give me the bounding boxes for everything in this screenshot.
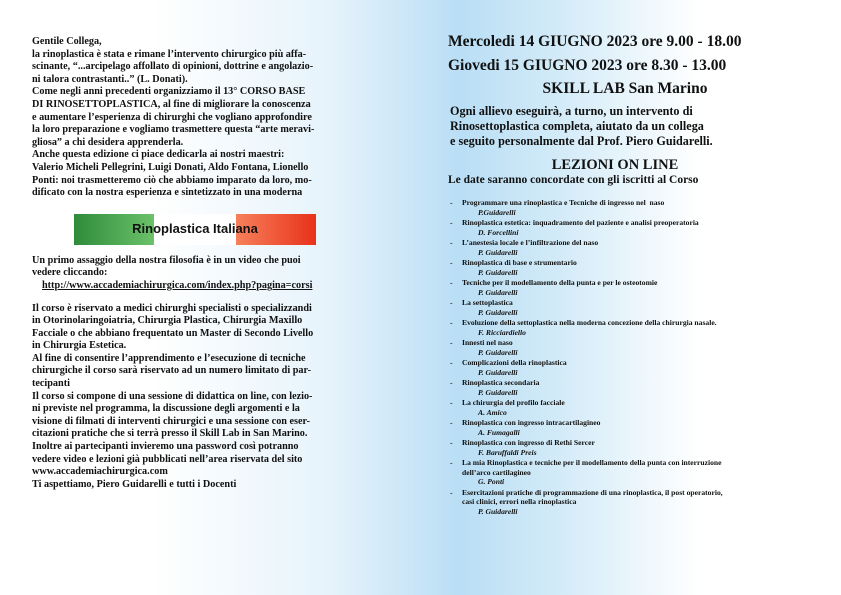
lesson-topic: Evoluzione della settoplastica nella moderna concezione della chirurgia nasale. (462, 318, 717, 327)
text-line: vedere video e lezioni già pubblicati nell’area riservata del sito (32, 453, 303, 465)
program-item (450, 218, 830, 237)
text-line: Rinosettoplastica completa, aiutato da un collega (450, 119, 704, 133)
venue-title: SKILL LAB San Marino (542, 80, 708, 97)
program-item (450, 338, 830, 357)
lesson-topic: La mia Rinoplastica e tecniche per il modellamento della punta con interruzione dell’arco cartilagineo (462, 458, 722, 477)
lesson-author: P. Guidarelli (478, 367, 518, 377)
lesson-author: A. Amico (478, 407, 507, 417)
program-item (450, 298, 830, 317)
program-item (450, 488, 830, 517)
text-line: vedere cliccando: (32, 267, 108, 279)
text-line: in Otorinolaringoiatria, Chirurgia Plastica, Chirurgia Maxillo (32, 315, 303, 327)
list-dash: - (450, 278, 453, 287)
lesson-topic: La chirurgia del profilo facciale (462, 398, 565, 407)
video-link[interactable]: http://www.accademiachirurgica.com/index.php?pagina=corsi (42, 279, 313, 291)
text-line: Un primo assaggio della nostra filosofia è in un video che puoi (32, 254, 301, 266)
text-line: Come negli anni precedenti organizziamo il 13° CORSO BASE (32, 86, 306, 98)
lesson-author: P. Guidarelli (478, 307, 518, 317)
lesson-topic: Complicazioni della rinoplastica (462, 358, 567, 367)
text-line: Al fine di consentire l’apprendimento e l’esecuzione di tecniche (32, 352, 306, 364)
lesson-topic: Rinoplastica con ingresso di Rethi Sercer (462, 438, 595, 447)
list-dash: - (450, 298, 453, 307)
lesson-author: A. Fumagalli (478, 427, 520, 437)
program-item (450, 238, 830, 257)
program-item (450, 278, 830, 297)
lesson-author: G. Ponti (478, 477, 505, 486)
date-day-2: Giovedi 15 GIUGNO 2023 ore 8.30 - 13.00 (448, 57, 727, 74)
lesson-topic: Innesti nel naso (462, 338, 513, 347)
lesson-author: P. Guidarelli (478, 267, 518, 277)
course-paragraph (32, 86, 365, 149)
lesson-topic: Programmare una rinoplastica e Tecniche di ingresso nel naso (462, 198, 665, 207)
practical-intro (450, 104, 780, 149)
lessons-subtitle: Le date saranno concordate con gli iscritti al Corso (448, 174, 699, 186)
lesson-topic: Esercitazioni pratiche di programmazione di una rinoplastica, il post operatorio, casi clinici, errori nella rinoplastica (462, 487, 723, 506)
text-line: tecipanti (32, 378, 70, 390)
video-paragraph (32, 255, 365, 293)
list-dash: - (450, 258, 453, 267)
text-line: gliosa” a chi desidera apprenderla. (32, 136, 184, 148)
text-line: scinante, “...arcipelago affollato di opinioni, dottrine e angolazio- (32, 61, 314, 73)
text-line: Facciale o che abbiano frequentato un Master di Secondo Livello (32, 327, 314, 339)
list-dash: - (450, 358, 453, 367)
text-line: Il corso è riservato a medici chirurghi specialisti o specializzandi (32, 302, 312, 314)
list-dash: - (450, 218, 453, 227)
program-item (450, 458, 830, 487)
lesson-author: P. Guidarelli (478, 347, 518, 357)
text-line: e seguito personalmente dal Prof. Piero Guidarelli. (450, 134, 713, 148)
text-line: ni talora contrastanti..” (L. Donati). (32, 73, 188, 85)
list-dash: - (450, 487, 453, 497)
intro-paragraph (32, 49, 365, 87)
italian-flag-banner (74, 214, 316, 245)
lesson-topic: Rinoplastica di base e strumentario (462, 258, 577, 267)
text-line: DI RINOSETTOPLASTICA, al fine di migliorare la conoscenza (32, 98, 311, 110)
program-item (450, 258, 830, 277)
lesson-author: P. Guidarelli (478, 247, 518, 257)
text-line: Anche questa edizione ci piace dedicarla ai nostri maestri: (32, 149, 285, 161)
lesson-author: P. Guidarelli (478, 387, 518, 397)
text-line: visione di filmati di interventi chirurgici e una sessione con eser- (32, 415, 311, 427)
list-dash: - (450, 318, 453, 327)
list-dash: - (450, 458, 453, 467)
program-item (450, 378, 830, 397)
text-line: Ponti: noi trasmetteremo ciò che abbiamo imparato da loro, mo- (32, 174, 312, 186)
list-dash: - (450, 398, 453, 407)
text-line: ni previste nel programma, la discussione degli argomenti e la (32, 403, 300, 415)
text-line: la loro preparazione e vogliamo trasmettere questa “arte meravi- (32, 124, 315, 136)
text-line: Il corso si compone di una sessione di didattica on line, con lezio- (32, 390, 313, 402)
list-dash: - (450, 198, 453, 207)
lesson-topic: Tecniche per il modellamento della punta e per le osteotomie (462, 278, 658, 287)
salutation: Gentile Collega, (32, 36, 102, 47)
text-line: Ogni allievo eseguirà, a turno, un intervento di (450, 104, 693, 118)
text-line: citazioni pratiche che si terrà presso il Skill Lab in San Marino. (32, 428, 308, 440)
lesson-author: F. Baruffaldi Preis (478, 447, 537, 457)
lesson-topic: Rinoplastica con ingresso intracartilagineo (462, 418, 601, 427)
text-line: e aumentare l’esperienza di chirurghi che vogliano approfondire (32, 111, 312, 123)
dedication-paragraph (32, 149, 365, 199)
text-line: dificato con la nostra esperienza e sintetizzato in una moderna (32, 187, 303, 199)
program-column (430, 30, 830, 517)
lesson-author: F. Ricciardiello (478, 327, 526, 337)
date-day-1: Mercoledi 14 GIUGNO 2023 ore 9.00 - 18.00 (448, 33, 742, 50)
flag-label: Rinoplastica Italiana (132, 220, 258, 236)
program-item (450, 198, 830, 217)
list-dash: - (450, 418, 453, 427)
list-dash: - (450, 338, 453, 347)
list-dash: - (450, 378, 453, 387)
list-dash: - (450, 438, 453, 447)
text-line: Valerio Micheli Pellegrini, Luigi Donati, Aldo Fontana, Lionello (32, 161, 309, 173)
program-item (450, 398, 830, 417)
lesson-author: P. Guidarelli (478, 506, 518, 516)
details-paragraph (32, 303, 365, 492)
letter-column (32, 36, 365, 491)
text-line: in Chirurgia Estetica. (32, 340, 127, 352)
lesson-author: D. Forcellini (478, 227, 519, 237)
lesson-author: P.Guidarelli (478, 207, 516, 217)
list-dash: - (450, 238, 453, 247)
text-line: la rinoplastica è stata e rimane l’intervento chirurgico più affa- (32, 48, 307, 60)
program-item (450, 438, 830, 457)
program-list (450, 198, 830, 516)
program-item (450, 358, 830, 377)
lesson-topic: La settoplastica (462, 298, 513, 307)
lesson-topic: Rinoplastica secondaria (462, 378, 540, 387)
lesson-topic: Rinoplastica estetica: inquadramento del paziente e analisi preoperatoria (462, 218, 699, 227)
lesson-topic: L’anestesia locale e l’infiltrazione del naso (462, 238, 599, 247)
lesson-author: P. Guidarelli (478, 287, 518, 297)
text-line: chirurgiche il corso sarà riservato ad un numero limitato di par- (32, 365, 311, 377)
program-item (450, 418, 830, 437)
website-text: www.accademiachirurgica.com (32, 466, 168, 478)
program-item (450, 318, 830, 337)
text-line: Inoltre ai partecipanti invieremo una password così potranno (32, 441, 299, 453)
lessons-title: LEZIONI ON LINE (551, 157, 679, 173)
closing-signature: Ti aspettiamo, Piero Guidarelli e tutti i Docenti (32, 478, 237, 490)
